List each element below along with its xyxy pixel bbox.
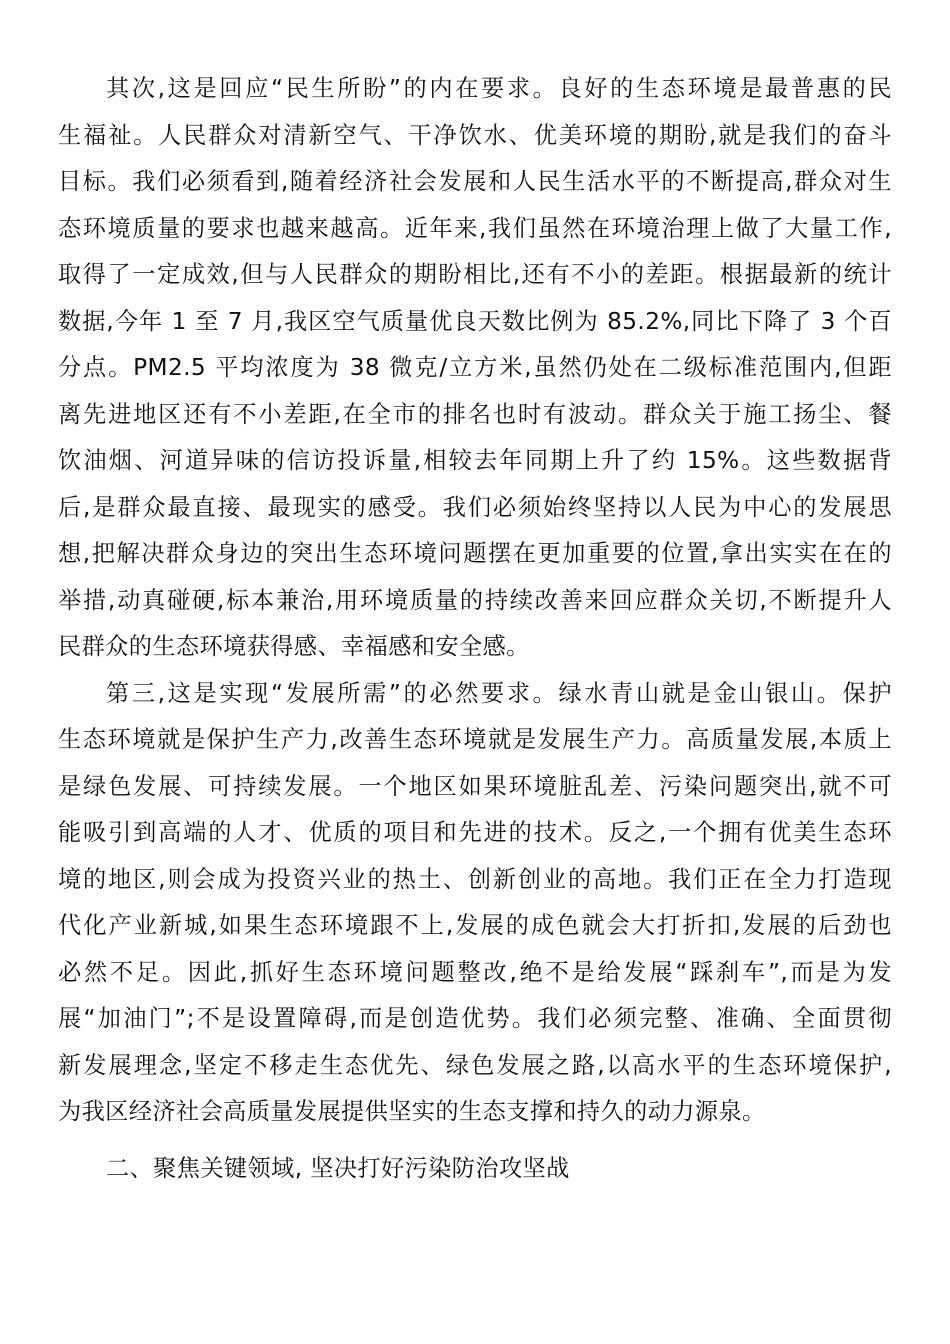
paragraph-line: 饮油烟、河道异味的信访投诉量,相较去年同期上升了约 15%。这些数据背 (58, 447, 892, 474)
paragraph-line: 境的地区,则会成为投资兴业的热土、创新创业的高地。我们正在全力打造现 (58, 865, 892, 893)
paragraph-line: 第三,这是实现“发展所需”的必然要求。绿水青山就是金山银山。保护 (106, 679, 892, 707)
paragraph-line: 是绿色发展、可持续发展。一个地区如果环境脏乱差、污染问题突出,就不可 (58, 772, 892, 800)
paragraph-line: 为我区经济社会高质量发展提供坚实的生态支撑和持久的动力源泉。 (58, 1098, 766, 1125)
paragraph-line: 举措,动真碰硬,标本兼治,用环境质量的持续改善来回应群众关切,不断提升人 (58, 586, 892, 614)
paragraph-line: 目标。我们必须看到,随着经济社会发展和人民生活水平的不断提高,群众对生 (58, 168, 892, 195)
paragraph-line: 展“加油门”;不是设置障碍,而是创造优势。我们必须完整、准确、全面贯彻 (58, 1005, 892, 1032)
section-heading: 二、聚焦关键领域, 坚决打好污染防治攻坚战 (106, 1154, 570, 1182)
paragraph-line: 其次,这是回应“民生所盼”的内在要求。良好的生态环境是最普惠的民 (106, 75, 892, 102)
paragraph-line: 生福祉。人民群众对清新空气、干净饮水、优美环境的期盼,就是我们的奋斗 (58, 121, 892, 149)
paragraph-line: 代化产业新城,如果生态环境跟不上,发展的成色就会大打折扣,发展的后劲也 (58, 912, 892, 939)
paragraph-line: 离先进地区还有不小差距,在全市的排名也时有波动。群众关于施工扬尘、餐 (58, 400, 892, 428)
paragraph-development-needs (58, 671, 892, 1136)
paragraph-line: 数据,今年 1 至 7 月,我区空气质量优良天数比例为 85.2%,同比下降了 3 个百 (58, 307, 892, 335)
document-page (58, 66, 892, 1192)
paragraph-people-livelihood (58, 66, 892, 671)
paragraph-line: 取得了一定成效,但与人民群众的期盼相比,还有不小的差距。根据最新的统计 (58, 261, 892, 288)
paragraph-line: 必然不足。因此,抓好生态环境问题整改,绝不是给发展“踩刹车”,而是为发 (58, 958, 892, 986)
paragraph-line: 新发展理念,坚定不移走生态优先、绿色发展之路,以高水平的生态环境保护, (58, 1051, 892, 1079)
paragraph-line: 后,是群众最直接、最现实的感受。我们必须始终坚持以人民为中心的发展思 (58, 493, 892, 521)
paragraph-line: 想,把解决群众身边的突出生态环境问题摆在更加重要的位置,拿出实实在在的 (58, 540, 892, 567)
paragraph-line: 态环境质量的要求也越来越高。近年来,我们虽然在环境治理上做了大量工作, (58, 214, 892, 242)
paragraph-line: 民群众的生态环境获得感、幸福感和安全感。 (58, 633, 530, 660)
paragraph-line: 生态环境就是保护生产力,改善生态环境就是发展生产力。高质量发展,本质上 (58, 726, 892, 753)
paragraph-line: 分点。PM2.5 平均浓度为 38 微克/立方米,虽然仍处在二级标准范围内,但距 (58, 354, 892, 381)
paragraph-line: 能吸引到高端的人才、优质的项目和先进的技术。反之,一个拥有优美生态环 (58, 819, 892, 846)
